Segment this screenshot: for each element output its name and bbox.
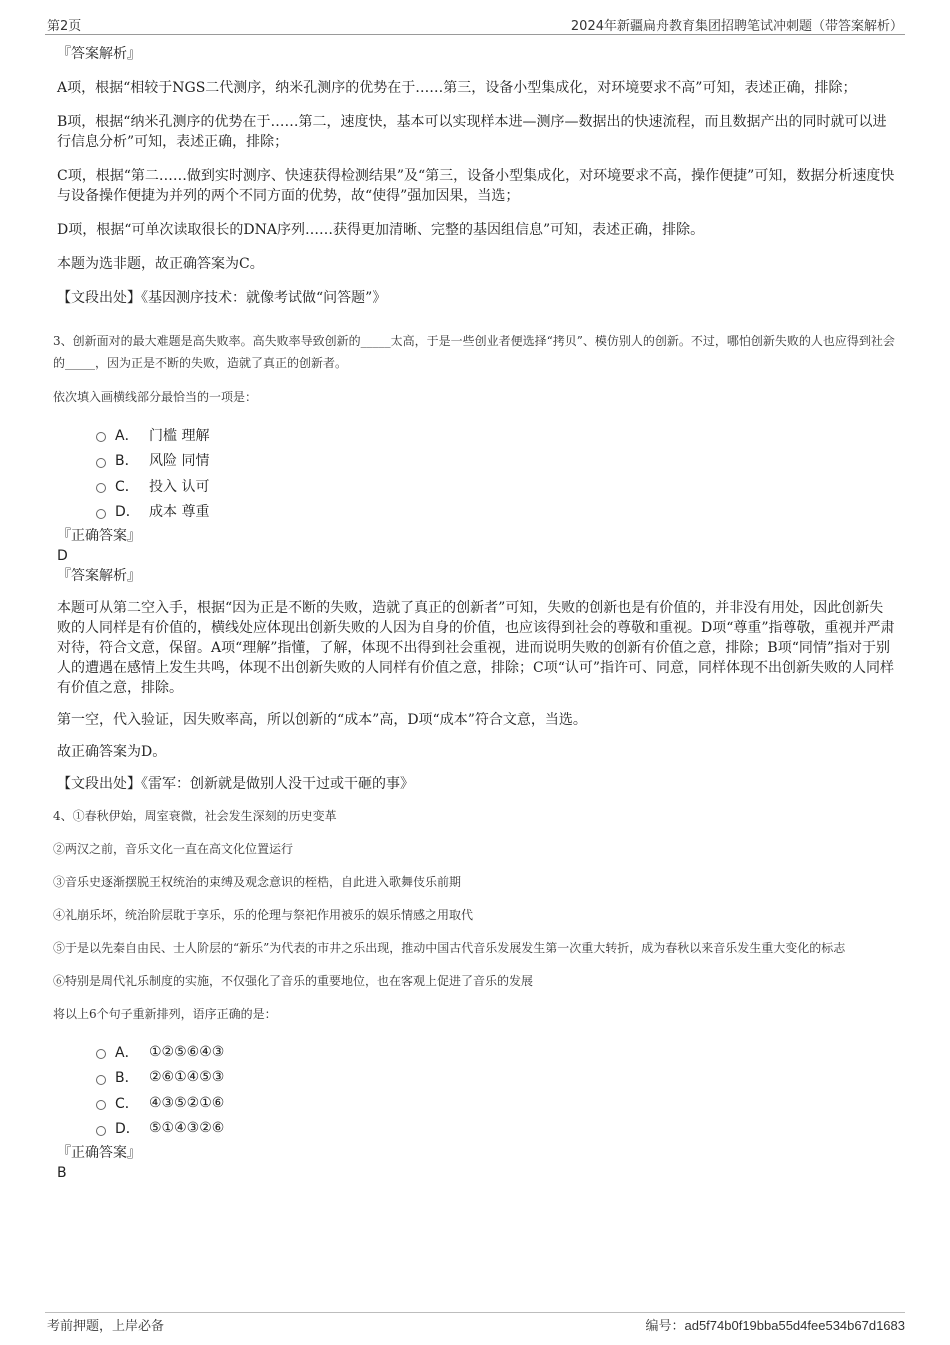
document-title: 2024年新疆扁舟教育集团招聘笔试冲刺题（带答案解析） [570,19,903,34]
document-code [645,1315,905,1334]
sentence: ③音乐史逐渐摆脱王权统治的束缚及观念意识的桎梏，自此进入歌舞伎乐前期 [53,875,462,889]
answer-statement: 本题为选非题，故正确答案为C。 [57,256,264,272]
option-b[interactable]: B． ②⑥①④⑤③ [96,1065,897,1091]
analysis-paragraph: D项，根据“可单次读取很长的DNA序列……获得更加清晰、完整的基因组信息”可知，表述正确，排除。 [57,222,705,238]
question-instruction: 依次填入画横线部分最恰当的一项是： [53,390,258,404]
q3-answer-section [57,526,897,794]
option-b[interactable]: B． 风险 同情 [96,448,897,474]
radio-icon[interactable] [96,1075,106,1085]
sentence: ⑤于是以先秦自由民、士人阶层的“新乐”为代表的市井之乐出现，推动中国古代音乐发展发生第一次重大转折，成为春秋以来音乐发生重大变化的标志 [53,941,846,955]
q4-options [57,1039,897,1141]
radio-icon[interactable] [96,1049,106,1059]
option-d[interactable]: D． 成本 尊重 [96,499,897,525]
radio-icon[interactable] [96,1126,106,1136]
footer-slogan: 考前押题，上岸必备 [47,1319,165,1334]
answer-statement: 故正确答案为D。 [57,744,167,760]
radio-icon[interactable] [96,509,106,519]
q3-options [57,422,897,524]
q2-analysis-section [57,44,897,308]
analysis-paragraph: A项，根据“相较于NGS二代测序，纳米孔测序的优势在于……第三，设备小型集成化，对环境要求不高”可知，表述正确，排除； [57,80,857,96]
source-citation: 【文段出处】《基因测序技术：就像考试做“问答题”》 [57,290,387,306]
code-value: ad5f74b0f19bba55d4fee534b67d1683 [684,1318,905,1333]
option-d[interactable]: D． ⑤①④③②⑥ [96,1116,897,1142]
option-a[interactable]: A． ①②⑤⑥④③ [96,1039,897,1065]
analysis-label: 『答案解析』 [57,46,141,62]
correct-answer-label: 『正确答案』 [57,1145,141,1161]
sentence: ④礼崩乐坏，统治阶层耽于享乐，乐的伦理与祭祀作用被乐的娱乐情感之用取代 [53,908,474,922]
page-footer [45,1312,905,1333]
option-c[interactable]: C． 投入 认可 [96,473,897,499]
correct-answer: D [57,548,68,564]
correct-answer-label: 『正确答案』 [57,528,141,544]
analysis-label: 『答案解析』 [57,568,141,584]
analysis-paragraph: C项，根据“第二……做到实时测序、快速获得检测结果”及“第三，设备小型集成化，对环境要求不高，操作便捷”可知，数据分析速度快与设备操作便捷为并列的两个不同方面的优势，故“使得”强加因果，当选； [57,168,895,204]
analysis-paragraph: 本题可从第二空入手，根据“因为正是不断的失败，造就了真正的创新者”可知，失败的创新也是有价值的，并非没有用处，因此创新失败的人同样是有价值的，横线处应体现出创新失败的人因为自身的价值，也应该得到社会的尊敬和重视。D项“尊重”指尊敬，重视并严肃对待，符合文意，保留。A项“理解”指懂，了解，体现不出得到社会重视，进而说明失败的创新有价值之意，排除；B项“同情”指对于别人的遭遇在感情上发生共鸣，体现不出创新失败的人同样有价值之意，排除；C项“认可”指许可、同意，同样体现不出创新失败的人同样有价值之意，排除。 [57,600,895,696]
option-c[interactable]: C． ④③⑤②①⑥ [96,1090,897,1116]
source-citation: 【文段出处】《雷军：创新就是做别人没干过或干砸的事》 [57,776,414,792]
sentence: ⑥特别是周代礼乐制度的实施，不仅强化了音乐的重要地位，也在客观上促进了音乐的发展 [53,974,534,988]
code-label: 编号： [645,1319,685,1334]
question-instruction: 将以上6个句子重新排列，语序正确的是： [53,1007,277,1021]
question-stem: 3、创新面对的最大难题是高失败率。高失败率导致创新的_____太高，于是一些创业者便选择“拷贝”、模仿别人的创新。不过，哪怕创新失败的人也应得到社会的_____，因为正是不断的失败，造就了真正的创新者。 [53,334,895,370]
radio-icon[interactable] [96,458,106,468]
page-number: 第2页 [47,19,82,34]
q4-answer-section [57,1143,897,1183]
analysis-paragraph: 第一空，代入验证，因失败率高，所以创新的“成本”高，D项“成本”符合文意，当选。 [57,712,587,728]
question-3 [53,330,897,408]
sentence: ②两汉之前，音乐文化一直在高文化位置运行 [53,842,294,856]
radio-icon[interactable] [96,483,106,493]
page-content [53,44,897,1183]
option-a[interactable]: A． 门槛 理解 [96,422,897,448]
analysis-paragraph: B项，根据“纳米孔测序的优势在于……第二，速度快，基本可以实现样本进—测序—数据出的快速流程，而且数据产出的同时就可以进行信息分析”可知，表述正确，排除； [57,114,887,150]
correct-answer: B [57,1165,67,1181]
question-4 [53,806,897,1025]
radio-icon[interactable] [96,432,106,442]
page-header [45,14,905,35]
radio-icon[interactable] [96,1100,106,1110]
sentence: 4、①春秋伊始，周室衰微，社会发生深刻的历史变革 [53,809,337,823]
